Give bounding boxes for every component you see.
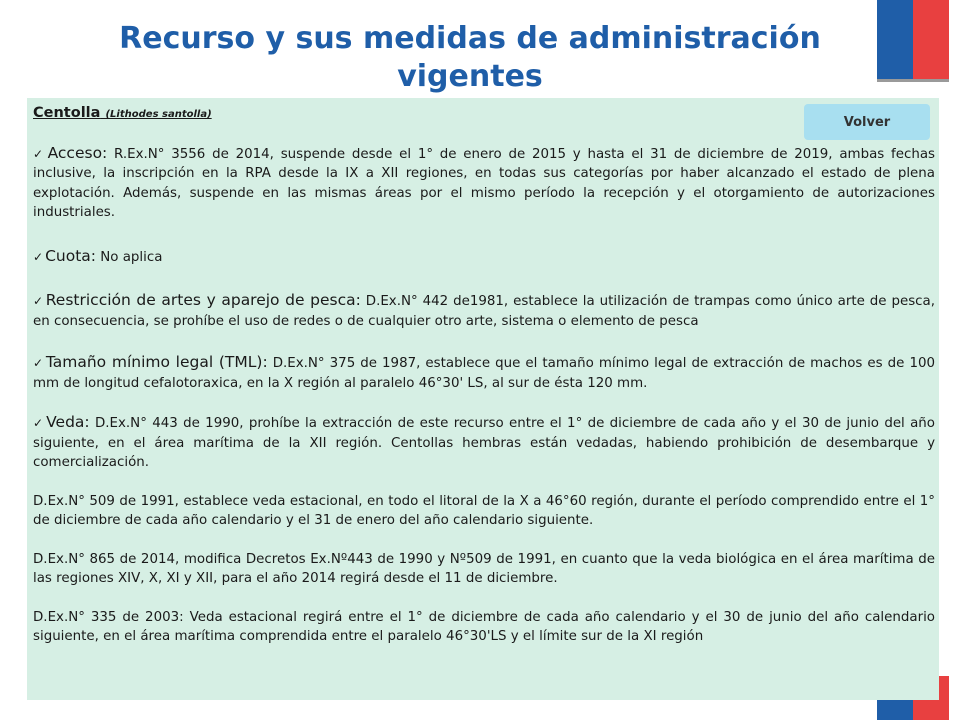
decree-paragraph: D.Ex.N° 335 de 2003: Veda estacional regirá entre el 1° de diciembre de cada año calendario y el 30 de junio del año calendario siguiente, en el área marítima comprendida entre el paralelo 46°30'LS y el límite sur de la XI región bbox=[33, 609, 935, 644]
measure-acceso bbox=[33, 144, 935, 223]
measure-cuota bbox=[33, 247, 935, 268]
measure-restriccion bbox=[33, 291, 935, 331]
measure-label: Acceso: bbox=[47, 143, 108, 162]
measure-text: D.Ex.N° 375 de 1987, establece que el tamaño mínimo legal de extracción de machos es de 100 mm de longitud cefalotoraxica, en la X región al paralelo 46°30' LS, al sur de ésta 120 mm. bbox=[33, 356, 936, 391]
measure-tml bbox=[33, 353, 935, 393]
measure-label: Veda: bbox=[46, 413, 90, 431]
page-title: Recurso y sus medidas de administración vigentes bbox=[119, 21, 821, 94]
measure-text: D.Ex.N° 442 de1981, establece la utilización de trampas como único arte de pesca, en consecuencia, se prohíbe el uso de redes o de cualquier otro arte, sistema o elemento de pesca bbox=[33, 294, 935, 329]
volver-button[interactable]: Volver bbox=[804, 104, 930, 140]
measure-text: No aplica bbox=[96, 249, 163, 265]
measure-label: Cuota: bbox=[45, 246, 96, 265]
check-icon: ✓ bbox=[33, 294, 44, 308]
check-icon: ✓ bbox=[33, 249, 44, 264]
content-panel bbox=[27, 98, 939, 700]
check-icon: ✓ bbox=[33, 146, 46, 161]
species-scientific-name: (Lithodes santolla) bbox=[105, 109, 212, 120]
check-icon: ✓ bbox=[33, 356, 44, 370]
decree-paragraph: D.Ex.N° 865 de 2014, modifica Decretos Ex.Nº443 de 1990 y Nº509 de 1991, en cuanto que la veda biológica en el área marítima de las regiones XIV, X, XI y XII, para el año 2014 regirá desde el 11 de diciembre. bbox=[33, 551, 935, 586]
measure-label: Restricción de artes y aparejo de pesca: bbox=[45, 291, 361, 309]
species-heading bbox=[33, 104, 935, 125]
measure-text: R.Ex.N° 3556 de 2014, suspende desde el 1° de enero de 2015 y hasta el 31 de diciembre de 2019, ambas fechas inclusive, la inscripción en la RPA desde la IX a XII regiones, en todas sus categorías por haber alcanzado el estado de plena explotación. Además, suspende en las mismas áreas por el mismo período la recepción y el otorgamiento de autorizaciones industriales. bbox=[33, 146, 935, 220]
check-icon: ✓ bbox=[33, 416, 45, 430]
measure-label: Tamaño mínimo legal (TML): bbox=[45, 353, 268, 371]
species-name: Centolla bbox=[33, 105, 101, 121]
flag-decoration-top bbox=[877, 0, 949, 82]
decree-paragraph: D.Ex.N° 509 de 1991, establece veda estacional, en todo el litoral de la X a 46°60 región, durante el período comprendido entre el 1° de diciembre de cada año calendario y el 31 de enero del año calendario siguiente. bbox=[33, 493, 935, 528]
measure-text: D.Ex.N° 443 de 1990, prohíbe la extracción de este recurso entre el 1° de diciembre de cada año y el 30 de junio del año siguiente, en el área marítima de la XII región. Centollas hembras están vedadas, habiendo prohibición de desembarque y comercialización. bbox=[33, 416, 935, 470]
measure-veda bbox=[33, 413, 935, 473]
